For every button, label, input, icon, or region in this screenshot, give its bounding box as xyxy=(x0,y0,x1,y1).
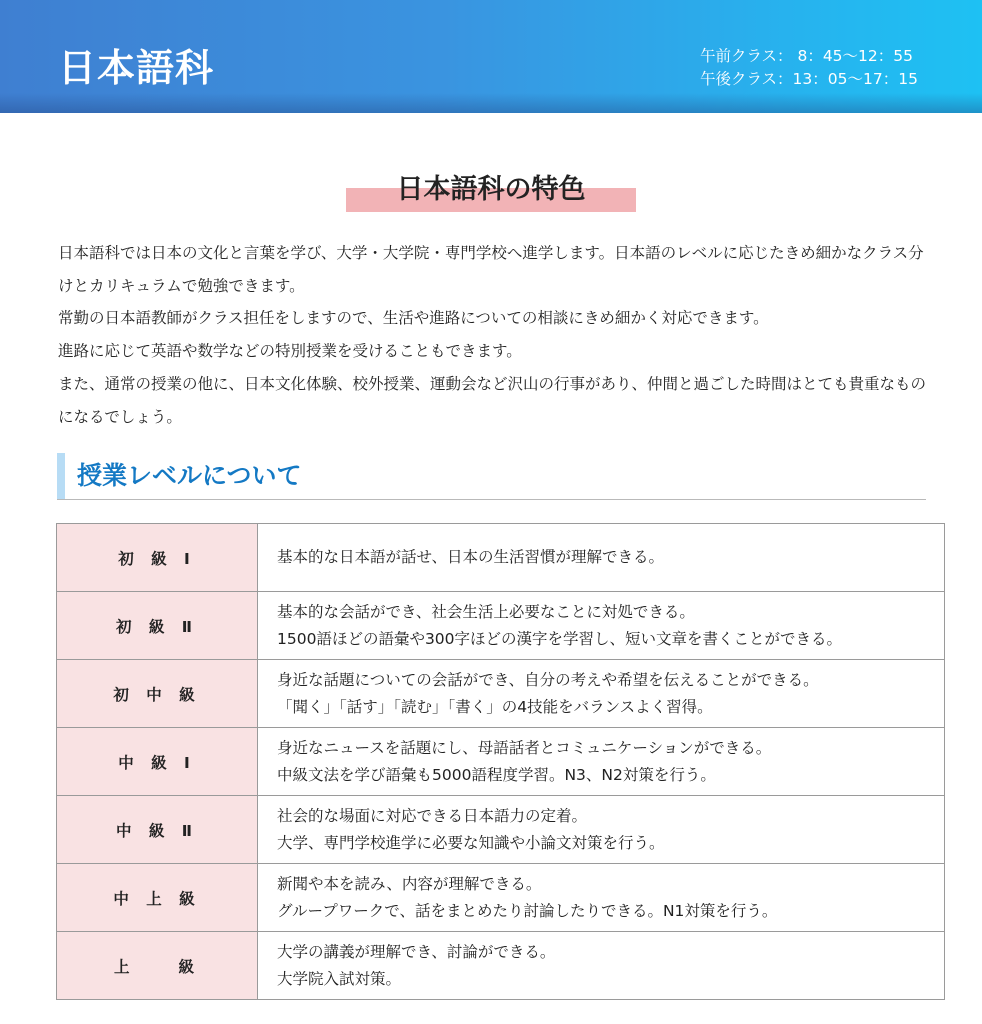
intro-paragraph: 進路に応じて英語や数学などの特別授業を受けることもできます。 xyxy=(58,342,522,361)
level-description-line: 大学院入試対策。 xyxy=(277,969,402,988)
heading-accent-bar xyxy=(57,453,65,499)
level-description-line: 1500語ほどの語彙や300字ほどの漢字を学習し、短い文章を書くことができる。 xyxy=(277,629,843,648)
table-row xyxy=(57,932,945,1000)
level-description-line: 「聞く」「話す」「読む」「書く」の4技能をバランスよく習得。 xyxy=(277,697,713,716)
intro-paragraph: また、通常の授業の他に、日本文化体験、校外授業、運動会など沢山の行事があり、仲間と過ごした時間はとても貴重なものになるでしょう。 xyxy=(58,374,927,426)
level-name-cell: 初 級 Ⅰ xyxy=(57,524,258,592)
level-name-cell: 中 級 Ⅱ xyxy=(57,796,258,864)
department-title: 日本語科 xyxy=(58,46,215,90)
level-description-cell xyxy=(258,660,945,728)
level-description-line: グループワークで、話をまとめたり討論したりできる。N1対策を行う。 xyxy=(277,901,778,920)
level-name-cell: 初 中 級 xyxy=(57,660,258,728)
levels-heading: 授業レベルについて xyxy=(77,461,302,490)
level-description-line: 身近な話題についての会話ができ、自分の考えや希望を伝えることができる。 xyxy=(277,670,819,689)
level-description-cell xyxy=(258,796,945,864)
level-description-line: 大学、専門学校進学に必要な知識や小論文対策を行う。 xyxy=(277,833,665,852)
table-row xyxy=(57,796,945,864)
table-row xyxy=(57,592,945,660)
table-row xyxy=(57,660,945,728)
levels-table xyxy=(56,523,945,1000)
morning-class-time: 午前クラス： 8：45〜12：55 xyxy=(700,47,913,65)
features-title: 日本語科の特色 xyxy=(396,174,586,205)
level-description-line: 大学の講義が理解でき、討論ができる。 xyxy=(277,942,556,961)
features-title-block xyxy=(346,170,636,212)
page-header xyxy=(0,0,982,113)
level-description-cell xyxy=(258,524,945,592)
intro-paragraph: 常勤の日本語教師がクラス担任をしますので、生活や進路についての相談にきめ細かく対応できます。 xyxy=(58,309,769,328)
level-description-line: 新聞や本を読み、内容が理解できる。 xyxy=(277,874,542,893)
afternoon-class-time: 午後クラス：13：05〜17：15 xyxy=(700,70,918,88)
level-name-cell: 上 級 xyxy=(57,932,258,1000)
table-row xyxy=(57,728,945,796)
level-name-cell: 中 上 級 xyxy=(57,864,258,932)
class-schedule xyxy=(700,45,918,91)
table-row xyxy=(57,524,945,592)
level-description-line: 身近なニュースを話題にし、母語話者とコミュニケーションができる。 xyxy=(277,738,772,757)
level-description-line: 基本的な日本語が話せ、日本の生活習慣が理解できる。 xyxy=(277,548,665,566)
level-description-cell xyxy=(258,932,945,1000)
intro-paragraph: 日本語科では日本の文化と言葉を学び、大学・大学院・専門学校へ進学します。日本語のレベルに応じたきめ細かなクラス分けとカリキュラムで勉強できます。 xyxy=(58,244,924,295)
level-description-line: 社会的な場面に対応できる日本語力の定着。 xyxy=(277,806,588,825)
levels-heading-block xyxy=(57,453,926,500)
features-description xyxy=(58,237,938,433)
level-name-cell: 初 級 Ⅱ xyxy=(57,592,258,660)
level-description-line: 中級文法を学び語彙も5000語程度学習。N3、N2対策を行う。 xyxy=(277,765,716,784)
table-row xyxy=(57,864,945,932)
level-description-cell xyxy=(258,864,945,932)
level-name-cell: 中 級 Ⅰ xyxy=(57,728,258,796)
level-description-cell xyxy=(258,728,945,796)
level-description-cell xyxy=(258,592,945,660)
level-description-line: 基本的な会話ができ、社会生活上必要なことに対処できる。 xyxy=(277,602,695,621)
